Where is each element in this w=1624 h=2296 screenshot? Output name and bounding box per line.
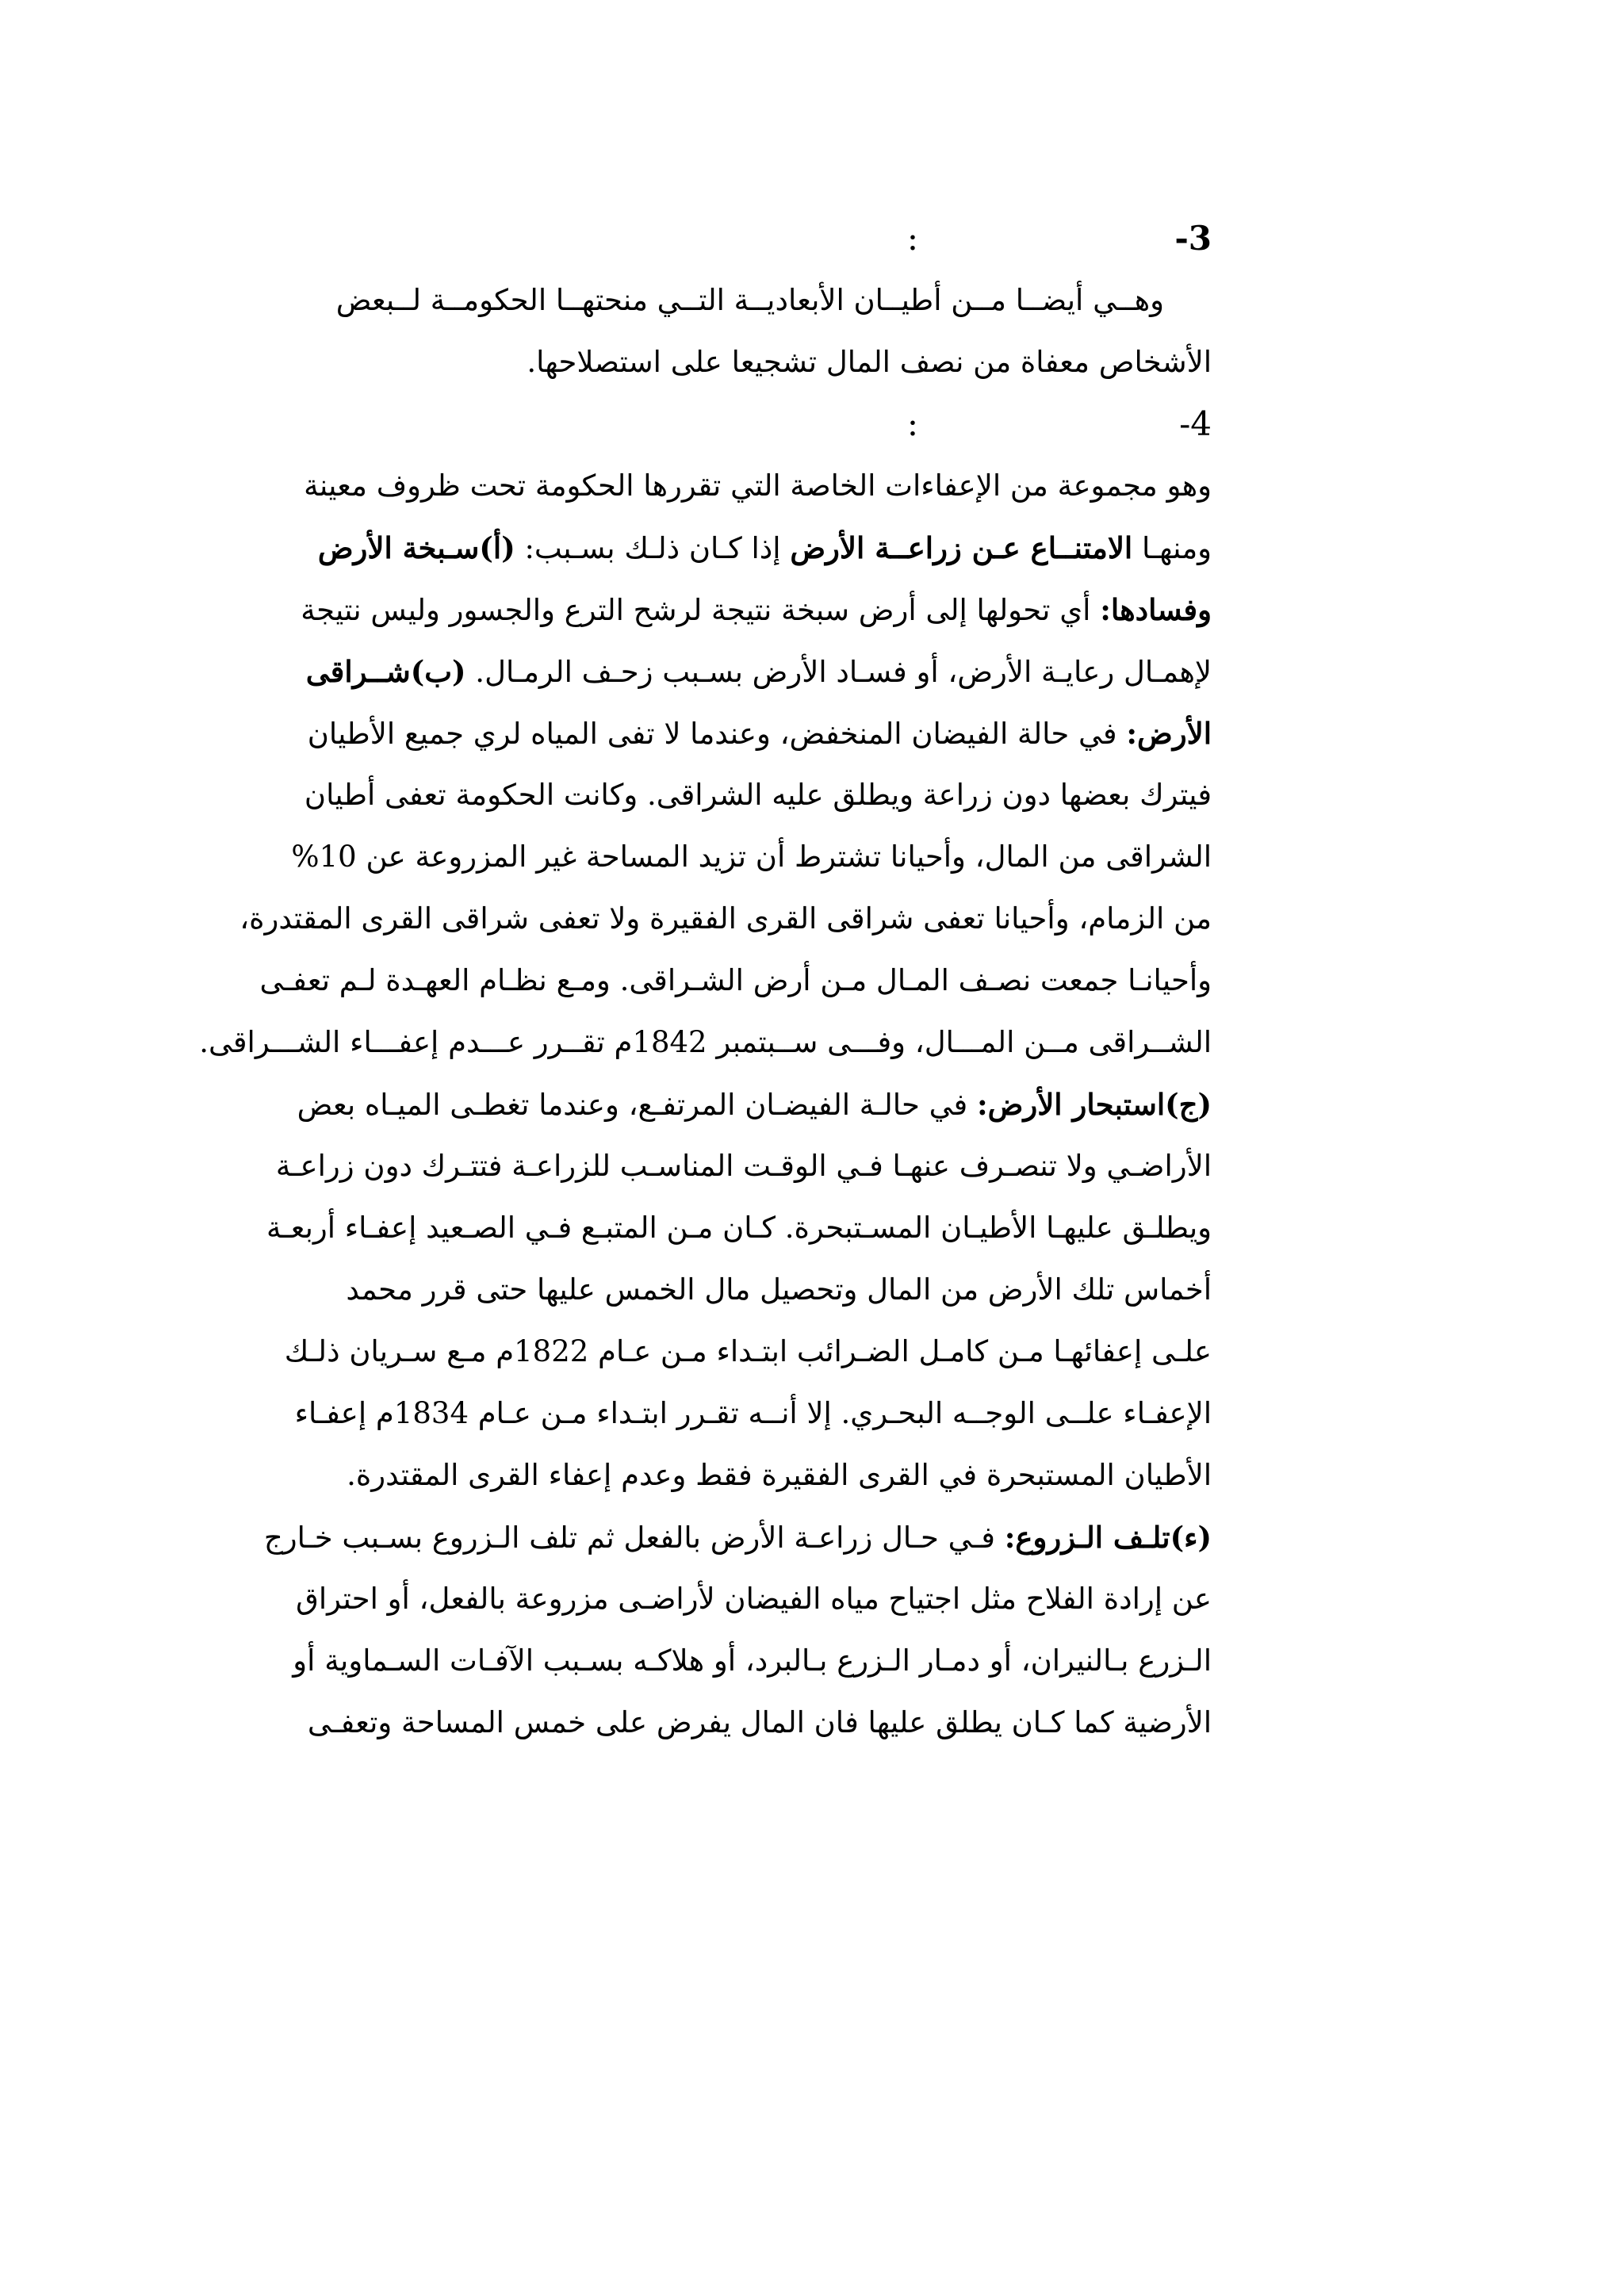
text-run: في حالة الفيضان المنخفض، وعندما لا تفى المياه لري جميع الأطيان (307, 717, 1127, 751)
bold-term: (ب)شــراقى (305, 654, 466, 689)
bold-term: (ج)استبحار الأرض: (976, 1087, 1212, 1122)
bold-term: (ء)تلـف الـزروع: (1004, 1520, 1212, 1555)
text-run: فيترك بعضها دون زراعة ويطلق عليه الشراقى. وكانت الحكومة تعفى أطيان (304, 778, 1212, 812)
text-run: وهــي أيضــا مــن أطيــان الأبعاديــة التــي منحتهــا الحكومــة لــبعض (335, 283, 1164, 317)
bold-term: (أ)سـبخة الأرض (317, 530, 515, 565)
text-line (297, 1073, 1212, 1135)
text-run: الأراضـي ولا تنصـرف عنهـا فـي الوقـت المناسـب للزراعـة فتتـرك دون زراعـة (275, 1149, 1212, 1183)
section-heading (357, 208, 1212, 270)
text-line (266, 1197, 1212, 1259)
section-heading (357, 393, 1212, 455)
text-run: الأطيان المستبحرة في القرى الفقيرة فقط وعدم إعفاء القرى المقتدرة. (347, 1458, 1212, 1492)
text-line (293, 1630, 1212, 1692)
section-number: -3 (1174, 219, 1212, 258)
text-run: عن إرادة الفلاح مثل اجتياح مياه الفيضان لأراضـى مزروعة بالفعل، أو احتراق (296, 1582, 1212, 1616)
text-run: الـزرع بـالنيران، أو دمـار الـزرع بـالبرد، أو هلاكـه بسـبب الآفـات السـماوية أو (293, 1644, 1212, 1678)
bold-term: الامتنــاع عـن زراعــة الأرض (790, 530, 1133, 565)
text-run: الشراقى من المال، وأحيانا تشترط أن تزيد المساحة غير المزروعة عن 10% (291, 840, 1212, 874)
text-line (346, 1259, 1212, 1321)
text-line (296, 1568, 1212, 1630)
section-number: -4 (1179, 404, 1212, 443)
text-run: أي تحولها إلى أرض سبخة نتيجة لرشح الترع والجسور وليس نتيجة (301, 593, 1101, 627)
text-line (294, 1383, 1212, 1445)
text-run: الإعفـاء علــى الوجــه البحـري. إلا أنــه تقـرر ابتـداء مـن عـام 1834م إعفـاء (294, 1396, 1212, 1430)
text-line (304, 455, 1212, 517)
text-line (307, 702, 1212, 764)
section-colon: : (906, 219, 918, 258)
text-line (317, 517, 1212, 579)
text-line (307, 1692, 1212, 1754)
text-run: فـي حـال زراعـة الأرض بالفعل ثم تلف الـزروع بسـبب خـارج (263, 1521, 1005, 1555)
text-line (291, 826, 1212, 888)
text-line (304, 764, 1212, 826)
text-run: أخماس تلك الأرض من المال وتحصيل مال الخمس عليها حتى قرر محمد (346, 1272, 1212, 1307)
text-run: الأرضية كما كـان يطلق عليها فان المال يفرض على خمس المساحة وتعفـى (307, 1705, 1212, 1739)
text-line (284, 1321, 1212, 1383)
text-line (263, 1506, 1212, 1568)
document-body (199, 208, 1212, 1754)
text-line (239, 888, 1212, 950)
text-run: في حالـة الفيضـان المرتفـع، وعندما تغطـى الميـاه بعض (297, 1088, 977, 1122)
text-run: ومنهـا (1132, 531, 1212, 565)
text-run: ويطلـق عليهـا الأطيـان المسـتبحرة. كـان مـن المتبـع فـي الصـعيد إعفـاء أربعـة (266, 1211, 1212, 1245)
text-line (347, 1445, 1212, 1506)
bold-term: الأرض: (1126, 716, 1212, 751)
text-run: لإهمـال رعايـة الأرض، أو فسـاد الأرض بسـبب زحـف الرمـال. (465, 655, 1212, 689)
text-line (335, 270, 1212, 331)
bold-term: وفسادها: (1100, 592, 1212, 627)
text-run: وهو مجموعة من الإعفاءات الخاصة التي تقررها الحكومة تحت ظروف معينة (304, 469, 1212, 503)
text-run: علـى إعفائهـا مـن كامـل الضـرائب ابتـداء مـن عـام 1822م مـع سـريان ذلـك (284, 1334, 1212, 1368)
section-colon: : (906, 404, 918, 443)
text-run: وأحيانـا جمعت نصـف المـال مـن أرض الشـراقى. ومـع نظـام العهـدة لـم تعفـى (259, 963, 1212, 997)
text-run: الشــراقى مــن المـــال، وفـــى ســبتمبر 1842م تقــرر عـــدم إعفـــاء الشـــراقى. (199, 1025, 1212, 1059)
text-run: من الزمام، وأحيانا تعفى شراقى القرى الفقيرة ولا تعفى شراقى القرى المقتدرة، (239, 901, 1212, 936)
text-run: إذا كـان ذلـك بسـبب: (515, 531, 791, 565)
text-line (357, 331, 1212, 393)
text-line (301, 579, 1212, 641)
text-line (305, 641, 1212, 702)
text-line (275, 1135, 1212, 1197)
text-run: الأشخاص معفاة من نصف المال تشجيعا على استصلاحها. (527, 345, 1212, 379)
text-line (199, 1012, 1212, 1073)
text-line (259, 950, 1212, 1012)
